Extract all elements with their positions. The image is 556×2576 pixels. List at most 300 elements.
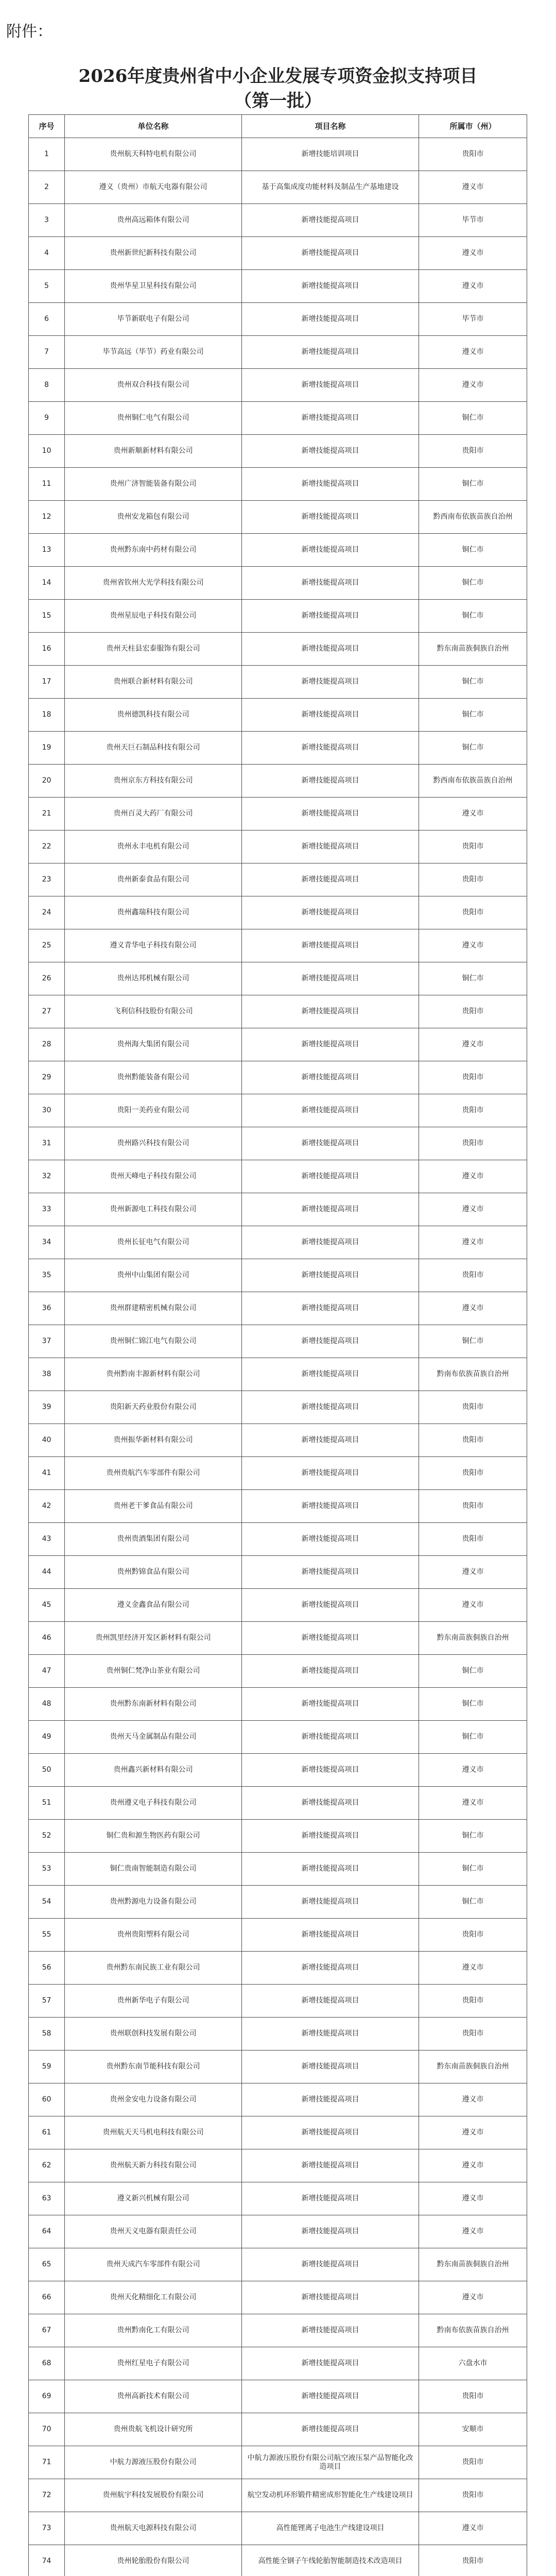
cell-project: 新增技能提高项目	[242, 2149, 419, 2182]
table-row	[29, 1160, 527, 1193]
cell-seq: 3	[29, 204, 65, 237]
cell-unit: 贵州联创科技发展有限公司	[65, 2018, 242, 2050]
table-row	[29, 2116, 527, 2149]
cell-unit: 贵州铜仁梵净山茶业有限公司	[65, 1655, 242, 1688]
table-row	[29, 567, 527, 600]
cell-city: 黔西南布依族苗族自治州	[419, 765, 527, 798]
cell-seq: 43	[29, 1523, 65, 1556]
cell-project: 新增技能提高项目	[242, 1589, 419, 1622]
cell-city: 遵义市	[419, 1952, 527, 1985]
cell-unit: 贵州黔南化工有限公司	[65, 2314, 242, 2347]
cell-city: 遵义市	[419, 2182, 527, 2215]
cell-city: 贵阳市	[419, 863, 527, 896]
cell-seq: 39	[29, 1391, 65, 1424]
cell-seq: 71	[29, 2446, 65, 2479]
cell-seq: 13	[29, 534, 65, 567]
cell-unit: 贵州红星电子有限公司	[65, 2347, 242, 2380]
table-row	[29, 1127, 527, 1160]
table-row	[29, 2281, 527, 2314]
cell-project: 新增技能提高项目	[242, 666, 419, 699]
cell-project: 新增技能提高项目	[242, 2018, 419, 2050]
cell-seq: 56	[29, 1952, 65, 1985]
cell-city: 贵阳市	[419, 1259, 527, 1292]
table-row	[29, 171, 527, 204]
cell-unit: 贵州铜仁锦江电气有限公司	[65, 1325, 242, 1358]
table-row	[29, 2380, 527, 2413]
table-row	[29, 1589, 527, 1622]
cell-project: 新增技能提高项目	[242, 2083, 419, 2116]
cell-city: 遵义市	[419, 1292, 527, 1325]
cell-project: 新增技能提高项目	[242, 1160, 419, 1193]
table-row	[29, 1787, 527, 1820]
cell-unit: 贵州新泰食品有限公司	[65, 863, 242, 896]
cell-unit: 贵州黔能装备有限公司	[65, 1061, 242, 1094]
cell-city: 贵阳市	[419, 1523, 527, 1556]
table-row	[29, 699, 527, 732]
cell-unit: 贵州高新技术有限公司	[65, 2380, 242, 2413]
cell-city: 铜仁市	[419, 402, 527, 435]
cell-unit: 贵州达邦机械有限公司	[65, 962, 242, 995]
table-row	[29, 1292, 527, 1325]
cell-unit: 贵州黔东南民族工业有限公司	[65, 1952, 242, 1985]
cell-seq: 53	[29, 1853, 65, 1886]
cell-project: 新增技能提高项目	[242, 1556, 419, 1589]
table-row	[29, 2347, 527, 2380]
cell-seq: 67	[29, 2314, 65, 2347]
project-table	[28, 114, 527, 2576]
table-row	[29, 1721, 527, 1754]
table-row	[29, 501, 527, 534]
table-row	[29, 138, 527, 171]
table-row	[29, 1820, 527, 1853]
cell-city: 遵义市	[419, 2512, 527, 2545]
cell-project: 新增技能提高项目	[242, 1292, 419, 1325]
cell-unit: 铜仁贵和源生物医药有限公司	[65, 1820, 242, 1853]
cell-city: 贵阳市	[419, 1424, 527, 1457]
cell-unit: 贵州群建精密机械有限公司	[65, 1292, 242, 1325]
cell-seq: 35	[29, 1259, 65, 1292]
table-row	[29, 1622, 527, 1655]
table-row	[29, 1424, 527, 1457]
table-row	[29, 1259, 527, 1292]
cell-city: 贵阳市	[419, 995, 527, 1028]
cell-unit: 铜仁贵南智能制造有限公司	[65, 1853, 242, 1886]
cell-project: 新增技能提高项目	[242, 534, 419, 567]
cell-project: 新增技能提高项目	[242, 1127, 419, 1160]
cell-seq: 51	[29, 1787, 65, 1820]
cell-unit: 贵阳新天药业股份有限公司	[65, 1391, 242, 1424]
cell-project: 新增技能提高项目	[242, 303, 419, 336]
table-row	[29, 1226, 527, 1259]
cell-seq: 45	[29, 1589, 65, 1622]
cell-city: 黔东南苗族侗族自治州	[419, 2050, 527, 2083]
cell-unit: 贵州遵义电子科技有限公司	[65, 1787, 242, 1820]
table-row	[29, 1490, 527, 1523]
cell-city: 铜仁市	[419, 1820, 527, 1853]
cell-seq: 22	[29, 831, 65, 863]
cell-unit: 贵州路兴科技有限公司	[65, 1127, 242, 1160]
cell-unit: 贵州贵阳塑料有限公司	[65, 1919, 242, 1952]
cell-city: 遵义市	[419, 1589, 527, 1622]
cell-city: 铜仁市	[419, 962, 527, 995]
cell-project: 基于高集成度功能材料及制品生产基地建设	[242, 171, 419, 204]
cell-seq: 12	[29, 501, 65, 534]
cell-project: 新增技能提高项目	[242, 798, 419, 831]
cell-project: 新增技能提高项目	[242, 1094, 419, 1127]
table-row	[29, 666, 527, 699]
cell-city: 遵义市	[419, 2149, 527, 2182]
cell-city: 铜仁市	[419, 1655, 527, 1688]
table-row	[29, 2248, 527, 2281]
cell-project: 新增技能提高项目	[242, 863, 419, 896]
table-row	[29, 1919, 527, 1952]
table-row	[29, 2479, 527, 2512]
table-row	[29, 468, 527, 501]
cell-project: 新增技能提高项目	[242, 995, 419, 1028]
table-row	[29, 831, 527, 863]
cell-project: 新增技能提高项目	[242, 1061, 419, 1094]
cell-project: 新增技能提高项目	[242, 1358, 419, 1391]
cell-seq: 69	[29, 2380, 65, 2413]
cell-unit: 贵州广济智能装备有限公司	[65, 468, 242, 501]
cell-unit: 贵州铜仁电气有限公司	[65, 402, 242, 435]
cell-seq: 65	[29, 2248, 65, 2281]
cell-seq: 5	[29, 270, 65, 303]
cell-city: 遵义市	[419, 1028, 527, 1061]
cell-project: 新增技能提高项目	[242, 1028, 419, 1061]
cell-project: 新增技能提高项目	[242, 204, 419, 237]
cell-unit: 贵州天义电器有限责任公司	[65, 2215, 242, 2248]
cell-seq: 68	[29, 2347, 65, 2380]
header-unit: 单位名称	[65, 115, 242, 138]
cell-unit: 贵州星辰电子科技有限公司	[65, 600, 242, 633]
cell-project: 新增技能提高项目	[242, 2413, 419, 2446]
cell-project: 新增技能提高项目	[242, 1754, 419, 1787]
cell-city: 遵义市	[419, 1754, 527, 1787]
cell-city: 贵阳市	[419, 1457, 527, 1490]
cell-city: 贵阳市	[419, 2545, 527, 2576]
table-row	[29, 1325, 527, 1358]
cell-project: 新增技能提高项目	[242, 2314, 419, 2347]
cell-project: 新增技能提高项目	[242, 1787, 419, 1820]
cell-seq: 72	[29, 2479, 65, 2512]
cell-unit: 贵州华星卫星科技有限公司	[65, 270, 242, 303]
cell-seq: 54	[29, 1886, 65, 1919]
cell-seq: 29	[29, 1061, 65, 1094]
table-row	[29, 534, 527, 567]
cell-unit: 贵州德凯科技有限公司	[65, 699, 242, 732]
cell-city: 遵义市	[419, 2215, 527, 2248]
cell-city: 贵阳市	[419, 435, 527, 468]
table-row	[29, 237, 527, 270]
table-row	[29, 270, 527, 303]
cell-project: 新增技能提高项目	[242, 600, 419, 633]
cell-seq: 9	[29, 402, 65, 435]
cell-city: 贵阳市	[419, 1985, 527, 2018]
cell-seq: 38	[29, 1358, 65, 1391]
cell-unit: 遵义青华电子科技有限公司	[65, 929, 242, 962]
table-row	[29, 1061, 527, 1094]
cell-project: 新增技能提高项目	[242, 1688, 419, 1721]
table-row	[29, 995, 527, 1028]
cell-city: 贵阳市	[419, 138, 527, 171]
cell-unit: 贵州振华新材料有限公司	[65, 1424, 242, 1457]
cell-unit: 贵州天峰电子科技有限公司	[65, 1160, 242, 1193]
cell-city: 遵义市	[419, 336, 527, 369]
cell-project: 新增技能提高项目	[242, 765, 419, 798]
cell-project: 新增技能提高项目	[242, 567, 419, 600]
cell-seq: 28	[29, 1028, 65, 1061]
cell-city: 黔南布依族苗族自治州	[419, 1358, 527, 1391]
cell-city: 毕节市	[419, 303, 527, 336]
cell-unit: 遵义金鑫食品有限公司	[65, 1589, 242, 1622]
table-row	[29, 2512, 527, 2545]
cell-project: 新增技能提高项目	[242, 1721, 419, 1754]
cell-city: 黔东南苗族侗族自治州	[419, 633, 527, 666]
cell-project: 新增技能提高项目	[242, 435, 419, 468]
cell-city: 遵义市	[419, 929, 527, 962]
cell-unit: 贵州黔锦食品有限公司	[65, 1556, 242, 1589]
cell-unit: 贵州老干爹食品有限公司	[65, 1490, 242, 1523]
cell-seq: 20	[29, 765, 65, 798]
cell-city: 六盘水市	[419, 2347, 527, 2380]
cell-seq: 11	[29, 468, 65, 501]
table-row	[29, 1028, 527, 1061]
cell-city: 贵阳市	[419, 1490, 527, 1523]
cell-city: 铜仁市	[419, 666, 527, 699]
cell-unit: 贵州天柱县宏泰服饰有限公司	[65, 633, 242, 666]
table-row	[29, 1391, 527, 1424]
cell-seq: 19	[29, 732, 65, 765]
cell-unit: 贵州双合科技有限公司	[65, 369, 242, 402]
table-row	[29, 798, 527, 831]
cell-seq: 24	[29, 896, 65, 929]
cell-unit: 贵州金安电力设备有限公司	[65, 2083, 242, 2116]
cell-project: 高性能锂离子电池生产线建设项目	[242, 2512, 419, 2545]
cell-unit: 贵州凯里经济开发区新材料有限公司	[65, 1622, 242, 1655]
cell-city: 贵阳市	[419, 2479, 527, 2512]
cell-city: 毕节市	[419, 204, 527, 237]
table-row	[29, 1523, 527, 1556]
cell-seq: 31	[29, 1127, 65, 1160]
cell-seq: 27	[29, 995, 65, 1028]
cell-city: 贵阳市	[419, 2018, 527, 2050]
cell-unit: 贵州黔东南节能科技有限公司	[65, 2050, 242, 2083]
table-row	[29, 2413, 527, 2446]
cell-seq: 33	[29, 1193, 65, 1226]
table-row	[29, 1358, 527, 1391]
cell-city: 贵阳市	[419, 1391, 527, 1424]
cell-seq: 41	[29, 1457, 65, 1490]
cell-city: 遵义市	[419, 1160, 527, 1193]
cell-seq: 16	[29, 633, 65, 666]
cell-seq: 4	[29, 237, 65, 270]
cell-unit: 贵州百灵大药厂有限公司	[65, 798, 242, 831]
cell-seq: 25	[29, 929, 65, 962]
cell-project: 新增技能提高项目	[242, 962, 419, 995]
table-row	[29, 2083, 527, 2116]
cell-unit: 毕节新联电子有限公司	[65, 303, 242, 336]
cell-project: 新增技能提高项目	[242, 1226, 419, 1259]
cell-city: 遵义市	[419, 369, 527, 402]
table-row	[29, 1754, 527, 1787]
cell-project: 新增技能提高项目	[242, 1325, 419, 1358]
cell-unit: 贵州新顺新材料有限公司	[65, 435, 242, 468]
table-row	[29, 1556, 527, 1589]
cell-city: 遵义市	[419, 1556, 527, 1589]
header-seq: 序号	[29, 115, 65, 138]
cell-seq: 40	[29, 1424, 65, 1457]
cell-project: 新增技能提高项目	[242, 1655, 419, 1688]
cell-project: 新增技能提高项目	[242, 732, 419, 765]
cell-unit: 贵州新源电工科技有限公司	[65, 1193, 242, 1226]
cell-city: 黔东南苗族侗族自治州	[419, 1622, 527, 1655]
cell-seq: 30	[29, 1094, 65, 1127]
cell-project: 新增技能提高项目	[242, 1193, 419, 1226]
cell-project: 新增技能提高项目	[242, 2182, 419, 2215]
cell-unit: 贵州贵航汽车零部件有限公司	[65, 1457, 242, 1490]
cell-project: 新增技能提高项目	[242, 1622, 419, 1655]
cell-unit: 贵州贵酒集团有限公司	[65, 1523, 242, 1556]
cell-seq: 6	[29, 303, 65, 336]
cell-project: 新增技能提高项目	[242, 1853, 419, 1886]
cell-unit: 贵州航天新力科技有限公司	[65, 2149, 242, 2182]
cell-unit: 贵州黔东南中药材有限公司	[65, 534, 242, 567]
cell-unit: 贵州新世纪新科技有限公司	[65, 237, 242, 270]
table-row	[29, 336, 527, 369]
table-row	[29, 863, 527, 896]
cell-project: 新增技能提高项目	[242, 501, 419, 534]
cell-seq: 17	[29, 666, 65, 699]
cell-project: 新增技能提高项目	[242, 2050, 419, 2083]
cell-project: 新增技能提高项目	[242, 1457, 419, 1490]
cell-unit: 贵州天化精细化工有限公司	[65, 2281, 242, 2314]
table-row	[29, 633, 527, 666]
cell-project: 新增技能提高项目	[242, 1985, 419, 2018]
table-row	[29, 896, 527, 929]
cell-city: 贵阳市	[419, 1127, 527, 1160]
cell-project: 新增技能提高项目	[242, 1886, 419, 1919]
cell-unit: 贵州贵航飞机设计研究所	[65, 2413, 242, 2446]
table-row	[29, 2149, 527, 2182]
cell-seq: 21	[29, 798, 65, 831]
cell-unit: 贵阳一美药业有限公司	[65, 1094, 242, 1127]
cell-seq: 59	[29, 2050, 65, 2083]
cell-unit: 贵州永丰电机有限公司	[65, 831, 242, 863]
table-row	[29, 962, 527, 995]
cell-city: 贵阳市	[419, 2380, 527, 2413]
table-row	[29, 303, 527, 336]
table-row	[29, 1886, 527, 1919]
table-row	[29, 2446, 527, 2479]
table-row	[29, 1688, 527, 1721]
cell-project: 新增技能提高项目	[242, 1424, 419, 1457]
cell-seq: 36	[29, 1292, 65, 1325]
document-subtitle: （第一批）	[234, 91, 322, 111]
cell-seq: 10	[29, 435, 65, 468]
cell-seq: 73	[29, 2512, 65, 2545]
table-row	[29, 2182, 527, 2215]
cell-project: 新增技能提高项目	[242, 2380, 419, 2413]
cell-city: 铜仁市	[419, 567, 527, 600]
cell-city: 贵阳市	[419, 2446, 527, 2479]
cell-unit: 贵州航宇科技发展股份有限公司	[65, 2479, 242, 2512]
cell-unit: 中航力源液压股份有限公司	[65, 2446, 242, 2479]
table-row	[29, 2545, 527, 2576]
cell-city: 遵义市	[419, 270, 527, 303]
table-row	[29, 369, 527, 402]
cell-seq: 66	[29, 2281, 65, 2314]
cell-project: 新增技能提高项目	[242, 1523, 419, 1556]
table-row	[29, 402, 527, 435]
table-row	[29, 1853, 527, 1886]
cell-city: 遵义市	[419, 2116, 527, 2149]
cell-unit: 贵州鑫瑞科技有限公司	[65, 896, 242, 929]
cell-city: 遵义市	[419, 1787, 527, 1820]
table-row	[29, 1094, 527, 1127]
cell-city: 铜仁市	[419, 699, 527, 732]
cell-seq: 26	[29, 962, 65, 995]
cell-project: 中航力源液压股份有限公司航空液压泵产品智能化改造项目	[242, 2446, 419, 2479]
cell-unit: 贵州天马金属制品有限公司	[65, 1721, 242, 1754]
cell-seq: 50	[29, 1754, 65, 1787]
table-row	[29, 732, 527, 765]
table-row	[29, 1985, 527, 2018]
cell-unit: 贵州轮胎股份有限公司	[65, 2545, 242, 2576]
cell-project: 新增技能提高项目	[242, 1259, 419, 1292]
cell-unit: 贵州航天电源科技有限公司	[65, 2512, 242, 2545]
cell-city: 铜仁市	[419, 1688, 527, 1721]
cell-city: 贵阳市	[419, 1094, 527, 1127]
cell-project: 新增技能提高项目	[242, 402, 419, 435]
cell-unit: 贵州黔东南新材料有限公司	[65, 1688, 242, 1721]
cell-seq: 61	[29, 2116, 65, 2149]
table-row	[29, 1457, 527, 1490]
cell-project: 新增技能提高项目	[242, 369, 419, 402]
cell-unit: 贵州航天科特电机有限公司	[65, 138, 242, 171]
cell-unit: 飞利信科技股份有限公司	[65, 995, 242, 1028]
cell-seq: 74	[29, 2545, 65, 2576]
table-row	[29, 1952, 527, 1985]
cell-city: 遵义市	[419, 798, 527, 831]
cell-city: 贵阳市	[419, 1061, 527, 1094]
cell-unit: 贵州天成汽车零部件有限公司	[65, 2248, 242, 2281]
table-row	[29, 929, 527, 962]
cell-project: 新增技能提高项目	[242, 2248, 419, 2281]
table-row	[29, 435, 527, 468]
cell-city: 黔南布依族苗族自治州	[419, 2314, 527, 2347]
cell-unit: 贵州海大集团有限公司	[65, 1028, 242, 1061]
attachment-label: 附件：	[6, 23, 53, 41]
cell-unit: 遵义（贵州）市航天电器有限公司	[65, 171, 242, 204]
cell-unit: 贵州京东方科技有限公司	[65, 765, 242, 798]
cell-unit: 贵州安龙箱包有限公司	[65, 501, 242, 534]
table-row	[29, 2314, 527, 2347]
document-title: 2026年度贵州省中小企业发展专项资金拟支持项目	[78, 66, 478, 87]
cell-seq: 7	[29, 336, 65, 369]
table-row	[29, 2018, 527, 2050]
cell-unit: 贵州黔南丰源新材料有限公司	[65, 1358, 242, 1391]
cell-project: 新增技能提高项目	[242, 468, 419, 501]
cell-project: 新增技能提高项目	[242, 831, 419, 863]
cell-city: 贵阳市	[419, 896, 527, 929]
cell-seq: 63	[29, 2182, 65, 2215]
cell-seq: 52	[29, 1820, 65, 1853]
cell-unit: 贵州航天天马机电科技有限公司	[65, 2116, 242, 2149]
cell-seq: 55	[29, 1919, 65, 1952]
cell-city: 贵阳市	[419, 831, 527, 863]
cell-city: 遵义市	[419, 171, 527, 204]
